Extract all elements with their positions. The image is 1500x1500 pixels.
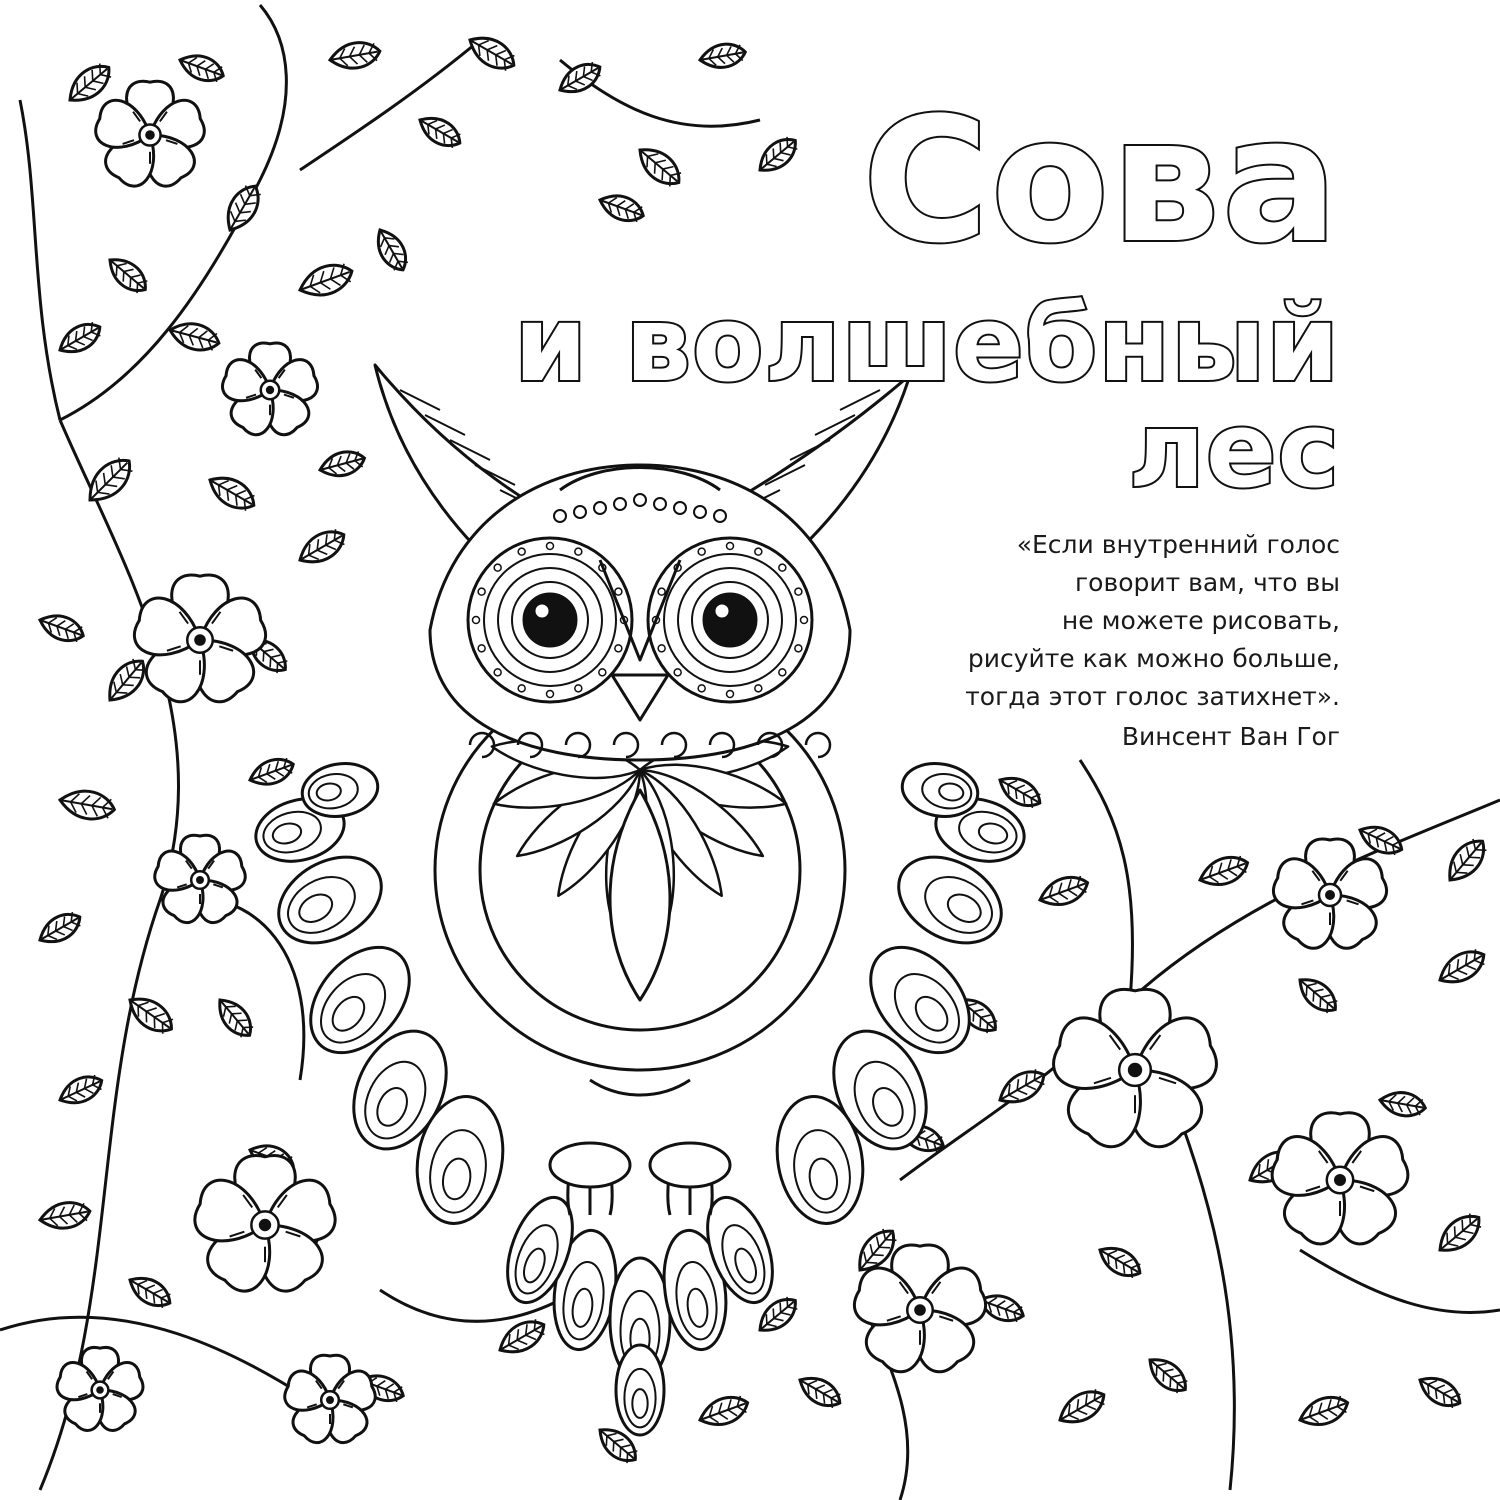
- leaf-icon: [1296, 1391, 1352, 1432]
- leaf-icon: [632, 140, 687, 192]
- quote-line: тогда этот голос затихнет».: [965, 682, 1340, 711]
- leaf-icon: [414, 110, 465, 153]
- flower-icon: [1269, 839, 1391, 955]
- leaf-icon: [1143, 1351, 1193, 1398]
- owl-eye: [468, 538, 632, 702]
- branch-line: [300, 40, 480, 170]
- leaf-icon: [124, 1270, 175, 1313]
- leaf-icon: [494, 1314, 550, 1361]
- flower-icon: [129, 575, 270, 709]
- quote: [965, 526, 1340, 716]
- leaf-icon: [246, 754, 297, 791]
- branch-line: [1300, 1250, 1500, 1313]
- leaf-icon: [328, 39, 382, 72]
- owl-foot: [550, 1143, 630, 1187]
- leaf-icon: [1440, 833, 1492, 888]
- quote-line: рисуйте как можно больше,: [967, 644, 1340, 673]
- leaf-icon: [294, 524, 350, 571]
- leaf-icon: [596, 189, 647, 226]
- leaf-icon: [794, 1370, 845, 1413]
- flower-icon: [190, 1156, 341, 1299]
- flower-icon: [92, 81, 209, 192]
- leaf-icon: [753, 132, 803, 179]
- leaf-icon: [34, 907, 85, 950]
- leaf-icon: [167, 318, 222, 355]
- leaf-icon: [38, 1199, 92, 1232]
- leaf-icon: [698, 41, 747, 71]
- branch-line: [20, 100, 60, 420]
- leaf-icon: [1054, 1384, 1110, 1431]
- flower-icon: [281, 1355, 378, 1447]
- leaf-icon: [211, 993, 258, 1043]
- leaf-icon: [36, 609, 87, 646]
- owl-foot: [650, 1143, 730, 1187]
- leaf-icon: [58, 787, 117, 823]
- branch-line: [40, 420, 179, 1490]
- leaf-icon: [317, 447, 367, 481]
- leaf-icon: [464, 29, 520, 76]
- leaf-icon: [176, 49, 227, 86]
- leaf-icon: [123, 990, 179, 1039]
- leaf-icon: [103, 251, 153, 298]
- leaf-icon: [100, 653, 152, 708]
- leaf-icon: [80, 451, 138, 509]
- leaf-icon: [1094, 1240, 1145, 1283]
- feather: [616, 1345, 664, 1435]
- flower-icon: [1047, 989, 1222, 1155]
- leaf-icon: [1355, 820, 1406, 860]
- title-line-1: Сова: [862, 80, 1340, 281]
- flower-icon: [54, 1347, 146, 1435]
- leaf-icon: [1196, 851, 1252, 892]
- flower-icon: [151, 835, 248, 927]
- quote-line: «Если внутренний голос: [1016, 530, 1340, 559]
- quote-line: не можете рисовать,: [1061, 606, 1340, 635]
- leaf-icon: [1293, 971, 1343, 1018]
- leaf-icon: [1414, 1370, 1465, 1413]
- flower-icon: [1267, 1113, 1413, 1252]
- title-line-2: и волшебный: [514, 283, 1340, 405]
- leaf-icon: [295, 258, 356, 303]
- leaf-icon: [1378, 1089, 1427, 1119]
- quote-line: говорит вам, что вы: [1075, 568, 1340, 597]
- leaf-icon: [1036, 871, 1092, 912]
- leaf-icon: [994, 1064, 1050, 1111]
- leaf-icon: [1432, 1208, 1487, 1260]
- owl-eye: [648, 538, 812, 702]
- leaf-icon: [370, 224, 413, 275]
- leaf-icon: [1434, 944, 1490, 991]
- leaf-icon: [54, 317, 105, 360]
- leaf-icon: [204, 469, 260, 516]
- title-line-3: лес: [1128, 389, 1340, 511]
- leaf-icon: [219, 180, 266, 236]
- flower-icon: [219, 343, 321, 440]
- quote-author: Винсент Ван Гог: [1121, 722, 1340, 751]
- branch-line: [1080, 760, 1133, 1000]
- leaf-icon: [696, 1391, 752, 1432]
- leaf-icon: [55, 1070, 106, 1110]
